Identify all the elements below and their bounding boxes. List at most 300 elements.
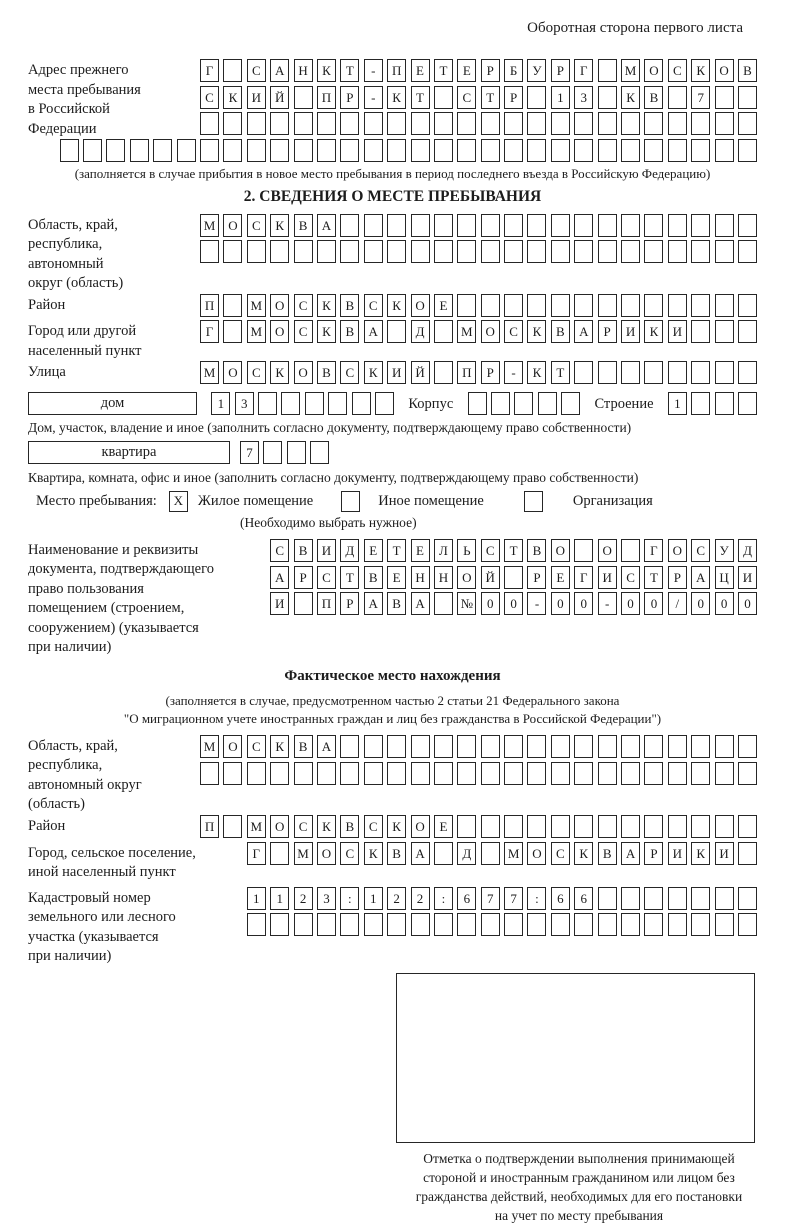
char-cell[interactable] [574, 139, 593, 162]
char-cell[interactable] [644, 112, 663, 135]
char-cell[interactable]: 0 [644, 592, 663, 615]
char-cell[interactable] [434, 139, 453, 162]
char-cell[interactable] [364, 112, 383, 135]
char-cell[interactable]: В [364, 566, 383, 589]
char-cell[interactable] [715, 392, 734, 415]
char-cell[interactable]: К [644, 320, 663, 343]
char-cell[interactable] [457, 112, 476, 135]
char-cell[interactable] [738, 815, 757, 838]
char-cell[interactable] [434, 842, 453, 865]
char-cell[interactable] [738, 240, 757, 263]
char-cell[interactable]: М [247, 320, 266, 343]
char-cell[interactable] [527, 815, 546, 838]
char-cell[interactable] [434, 214, 453, 237]
char-cell[interactable] [481, 735, 500, 758]
char-cell[interactable] [434, 86, 453, 109]
char-cell[interactable] [738, 762, 757, 785]
char-cell[interactable] [644, 815, 663, 838]
char-cell[interactable]: О [270, 294, 289, 317]
char-cell[interactable]: М [621, 59, 640, 82]
char-cell[interactable] [177, 139, 196, 162]
char-cell[interactable] [527, 735, 546, 758]
char-cell[interactable]: 2 [387, 887, 406, 910]
char-cell[interactable] [691, 214, 710, 237]
char-cell[interactable]: С [551, 842, 570, 865]
char-cell[interactable]: О [457, 566, 476, 589]
char-cell[interactable] [223, 59, 242, 82]
char-cell[interactable]: О [598, 539, 617, 562]
char-cell[interactable] [294, 762, 313, 785]
char-cell[interactable]: Р [340, 86, 359, 109]
char-cell[interactable]: В [551, 320, 570, 343]
char-cell[interactable] [294, 112, 313, 135]
char-cell[interactable] [504, 913, 523, 936]
char-cell[interactable]: Й [411, 361, 430, 384]
char-cell[interactable] [258, 392, 277, 415]
char-cell[interactable] [551, 815, 570, 838]
char-cell[interactable]: И [270, 592, 289, 615]
char-cell[interactable] [738, 361, 757, 384]
char-cell[interactable]: С [457, 86, 476, 109]
char-cell[interactable]: И [715, 842, 734, 865]
char-cell[interactable] [247, 240, 266, 263]
char-cell[interactable]: Р [644, 842, 663, 865]
char-cell[interactable]: Е [551, 566, 570, 589]
char-cell[interactable]: Г [247, 842, 266, 865]
char-cell[interactable] [83, 139, 102, 162]
char-cell[interactable] [375, 392, 394, 415]
char-cell[interactable] [411, 214, 430, 237]
char-cell[interactable] [527, 294, 546, 317]
char-cell[interactable] [317, 762, 336, 785]
char-cell[interactable]: Б [504, 59, 523, 82]
char-cell[interactable] [621, 762, 640, 785]
char-cell[interactable] [691, 887, 710, 910]
char-cell[interactable] [598, 913, 617, 936]
char-cell[interactable] [738, 913, 757, 936]
char-cell[interactable]: О [294, 361, 313, 384]
char-cell[interactable] [200, 240, 219, 263]
char-cell[interactable]: - [504, 361, 523, 384]
char-cell[interactable]: О [481, 320, 500, 343]
char-cell[interactable] [411, 139, 430, 162]
char-cell[interactable]: Д [738, 539, 757, 562]
char-cell[interactable] [434, 240, 453, 263]
char-cell[interactable] [738, 214, 757, 237]
char-cell[interactable]: О [223, 214, 242, 237]
char-cell[interactable]: Р [340, 592, 359, 615]
char-cell[interactable]: А [317, 735, 336, 758]
char-cell[interactable]: М [200, 214, 219, 237]
char-cell[interactable]: 0 [715, 592, 734, 615]
char-cell[interactable]: Т [481, 86, 500, 109]
char-cell[interactable]: 7 [240, 441, 259, 464]
char-cell[interactable] [387, 139, 406, 162]
char-cell[interactable]: 1 [364, 887, 383, 910]
char-cell[interactable] [574, 539, 593, 562]
char-cell[interactable]: И [247, 86, 266, 109]
char-cell[interactable]: О [270, 815, 289, 838]
char-cell[interactable]: С [340, 361, 359, 384]
char-cell[interactable]: О [270, 320, 289, 343]
char-cell[interactable]: К [527, 320, 546, 343]
char-cell[interactable]: : [527, 887, 546, 910]
char-cell[interactable] [504, 566, 523, 589]
char-cell[interactable] [130, 139, 149, 162]
char-cell[interactable]: К [223, 86, 242, 109]
checkbox-organization[interactable] [524, 491, 543, 512]
char-cell[interactable]: Р [481, 59, 500, 82]
char-cell[interactable] [574, 112, 593, 135]
char-cell[interactable] [551, 735, 570, 758]
char-cell[interactable]: К [387, 294, 406, 317]
char-cell[interactable] [457, 735, 476, 758]
char-cell[interactable]: Е [411, 59, 430, 82]
char-cell[interactable] [644, 214, 663, 237]
char-cell[interactable] [434, 592, 453, 615]
char-cell[interactable] [668, 913, 687, 936]
char-cell[interactable]: С [200, 86, 219, 109]
char-cell[interactable] [352, 392, 371, 415]
char-cell[interactable] [387, 240, 406, 263]
char-cell[interactable] [715, 139, 734, 162]
char-cell[interactable] [551, 112, 570, 135]
char-cell[interactable] [691, 294, 710, 317]
char-cell[interactable] [504, 294, 523, 317]
char-cell[interactable]: О [715, 59, 734, 82]
char-cell[interactable]: В [317, 361, 336, 384]
char-cell[interactable] [270, 240, 289, 263]
char-cell[interactable]: С [364, 815, 383, 838]
char-cell[interactable]: Т [411, 86, 430, 109]
char-cell[interactable]: В [387, 592, 406, 615]
char-cell[interactable]: А [621, 842, 640, 865]
char-cell[interactable]: - [364, 86, 383, 109]
char-cell[interactable]: Е [434, 294, 453, 317]
char-cell[interactable] [644, 887, 663, 910]
char-cell[interactable] [434, 112, 453, 135]
char-cell[interactable] [598, 762, 617, 785]
char-cell[interactable]: Т [387, 539, 406, 562]
char-cell[interactable]: М [200, 735, 219, 758]
char-cell[interactable] [387, 214, 406, 237]
char-cell[interactable]: 6 [551, 887, 570, 910]
char-cell[interactable] [644, 240, 663, 263]
char-cell[interactable] [715, 762, 734, 785]
char-cell[interactable] [340, 913, 359, 936]
char-cell[interactable]: 2 [294, 887, 313, 910]
char-cell[interactable] [434, 320, 453, 343]
char-cell[interactable]: С [317, 566, 336, 589]
char-cell[interactable] [364, 735, 383, 758]
char-cell[interactable] [294, 139, 313, 162]
char-cell[interactable]: № [457, 592, 476, 615]
char-cell[interactable]: Е [387, 566, 406, 589]
char-cell[interactable] [481, 762, 500, 785]
char-cell[interactable]: 0 [551, 592, 570, 615]
char-cell[interactable] [294, 592, 313, 615]
char-cell[interactable] [481, 294, 500, 317]
char-cell[interactable]: К [317, 294, 336, 317]
char-cell[interactable] [434, 735, 453, 758]
char-cell[interactable]: М [294, 842, 313, 865]
char-cell[interactable] [715, 361, 734, 384]
char-cell[interactable] [621, 815, 640, 838]
char-cell[interactable] [644, 913, 663, 936]
char-cell[interactable] [411, 112, 430, 135]
char-cell[interactable] [621, 240, 640, 263]
char-cell[interactable]: С [247, 214, 266, 237]
char-cell[interactable]: К [364, 842, 383, 865]
char-cell[interactable]: Е [434, 815, 453, 838]
checkbox-other-premises[interactable] [341, 491, 360, 512]
char-cell[interactable] [434, 762, 453, 785]
char-cell[interactable] [294, 240, 313, 263]
char-cell[interactable]: 0 [691, 592, 710, 615]
char-cell[interactable]: С [247, 59, 266, 82]
char-cell[interactable]: К [317, 59, 336, 82]
char-cell[interactable] [504, 735, 523, 758]
char-cell[interactable] [644, 361, 663, 384]
char-cell[interactable] [691, 112, 710, 135]
char-cell[interactable] [574, 913, 593, 936]
char-cell[interactable]: М [457, 320, 476, 343]
char-cell[interactable] [106, 139, 125, 162]
char-cell[interactable]: А [411, 842, 430, 865]
char-cell[interactable] [270, 913, 289, 936]
char-cell[interactable] [715, 112, 734, 135]
char-cell[interactable]: В [340, 320, 359, 343]
char-cell[interactable]: К [691, 59, 710, 82]
char-cell[interactable] [574, 214, 593, 237]
char-cell[interactable] [598, 294, 617, 317]
char-cell[interactable] [247, 139, 266, 162]
char-cell[interactable]: В [598, 842, 617, 865]
char-cell[interactable]: С [294, 294, 313, 317]
char-cell[interactable] [598, 59, 617, 82]
char-cell[interactable] [527, 762, 546, 785]
char-cell[interactable]: К [270, 361, 289, 384]
char-cell[interactable] [538, 392, 557, 415]
char-cell[interactable] [481, 913, 500, 936]
char-cell[interactable] [457, 240, 476, 263]
char-cell[interactable] [691, 735, 710, 758]
char-cell[interactable] [317, 112, 336, 135]
char-cell[interactable]: - [527, 592, 546, 615]
char-cell[interactable]: Е [457, 59, 476, 82]
char-cell[interactable] [223, 240, 242, 263]
char-cell[interactable]: 1 [247, 887, 266, 910]
char-cell[interactable]: И [668, 842, 687, 865]
char-cell[interactable]: Н [411, 566, 430, 589]
char-cell[interactable]: С [504, 320, 523, 343]
char-cell[interactable] [270, 842, 289, 865]
char-cell[interactable] [668, 139, 687, 162]
char-cell[interactable] [668, 815, 687, 838]
char-cell[interactable]: 1 [668, 392, 687, 415]
char-cell[interactable] [481, 815, 500, 838]
char-cell[interactable]: К [364, 361, 383, 384]
char-cell[interactable]: О [317, 842, 336, 865]
char-cell[interactable] [310, 441, 329, 464]
char-cell[interactable] [644, 735, 663, 758]
char-cell[interactable]: 6 [574, 887, 593, 910]
char-cell[interactable]: 0 [504, 592, 523, 615]
char-cell[interactable] [668, 214, 687, 237]
char-cell[interactable] [340, 762, 359, 785]
char-cell[interactable]: С [621, 566, 640, 589]
char-cell[interactable] [223, 815, 242, 838]
char-cell[interactable]: С [668, 59, 687, 82]
char-cell[interactable] [514, 392, 533, 415]
char-cell[interactable] [621, 139, 640, 162]
char-cell[interactable]: Г [574, 59, 593, 82]
char-cell[interactable]: 1 [551, 86, 570, 109]
char-cell[interactable] [715, 214, 734, 237]
char-cell[interactable] [457, 913, 476, 936]
char-cell[interactable] [340, 139, 359, 162]
char-cell[interactable]: Р [294, 566, 313, 589]
char-cell[interactable] [481, 214, 500, 237]
char-cell[interactable] [270, 112, 289, 135]
char-cell[interactable]: Т [551, 361, 570, 384]
char-cell[interactable]: К [270, 214, 289, 237]
char-cell[interactable] [340, 240, 359, 263]
char-cell[interactable] [668, 361, 687, 384]
char-cell[interactable] [340, 214, 359, 237]
char-cell[interactable] [457, 815, 476, 838]
char-cell[interactable] [621, 913, 640, 936]
char-cell[interactable]: 0 [574, 592, 593, 615]
char-cell[interactable] [738, 139, 757, 162]
char-cell[interactable] [551, 913, 570, 936]
char-cell[interactable] [738, 735, 757, 758]
char-cell[interactable]: Т [340, 59, 359, 82]
char-cell[interactable] [481, 112, 500, 135]
char-cell[interactable] [598, 139, 617, 162]
char-cell[interactable] [457, 762, 476, 785]
char-cell[interactable] [457, 214, 476, 237]
char-cell[interactable] [294, 86, 313, 109]
char-cell[interactable] [574, 361, 593, 384]
char-cell[interactable] [598, 112, 617, 135]
char-cell[interactable]: К [527, 361, 546, 384]
char-cell[interactable] [340, 735, 359, 758]
char-cell[interactable] [457, 139, 476, 162]
char-cell[interactable]: П [457, 361, 476, 384]
char-cell[interactable] [551, 139, 570, 162]
char-cell[interactable] [668, 240, 687, 263]
char-cell[interactable]: К [387, 815, 406, 838]
char-cell[interactable] [287, 441, 306, 464]
char-cell[interactable] [691, 392, 710, 415]
char-cell[interactable] [527, 112, 546, 135]
char-cell[interactable]: А [691, 566, 710, 589]
char-cell[interactable] [60, 139, 79, 162]
char-cell[interactable]: О [411, 815, 430, 838]
char-cell[interactable] [715, 887, 734, 910]
char-cell[interactable]: И [738, 566, 757, 589]
char-cell[interactable] [387, 913, 406, 936]
char-cell[interactable] [223, 139, 242, 162]
char-cell[interactable] [223, 112, 242, 135]
char-cell[interactable] [738, 112, 757, 135]
char-cell[interactable]: И [621, 320, 640, 343]
char-cell[interactable]: Т [504, 539, 523, 562]
char-cell[interactable]: Д [457, 842, 476, 865]
char-cell[interactable] [561, 392, 580, 415]
char-cell[interactable] [691, 762, 710, 785]
char-cell[interactable] [247, 762, 266, 785]
char-cell[interactable]: 1 [270, 887, 289, 910]
char-cell[interactable] [387, 112, 406, 135]
char-cell[interactable]: У [527, 59, 546, 82]
char-cell[interactable]: У [715, 539, 734, 562]
char-cell[interactable]: О [223, 361, 242, 384]
char-cell[interactable]: О [223, 735, 242, 758]
char-cell[interactable] [263, 441, 282, 464]
char-cell[interactable]: О [551, 539, 570, 562]
char-cell[interactable]: С [340, 842, 359, 865]
char-cell[interactable] [668, 887, 687, 910]
char-cell[interactable] [481, 842, 500, 865]
char-cell[interactable]: Ь [457, 539, 476, 562]
char-cell[interactable] [223, 762, 242, 785]
char-cell[interactable] [551, 240, 570, 263]
char-cell[interactable]: Е [411, 539, 430, 562]
char-cell[interactable] [527, 214, 546, 237]
char-cell[interactable]: И [598, 566, 617, 589]
char-cell[interactable] [598, 240, 617, 263]
char-cell[interactable]: - [598, 592, 617, 615]
char-cell[interactable] [644, 762, 663, 785]
char-cell[interactable] [247, 913, 266, 936]
char-cell[interactable] [621, 112, 640, 135]
char-cell[interactable] [364, 913, 383, 936]
char-cell[interactable] [691, 815, 710, 838]
char-cell[interactable] [691, 361, 710, 384]
char-cell[interactable] [317, 139, 336, 162]
char-cell[interactable] [270, 762, 289, 785]
char-cell[interactable] [200, 762, 219, 785]
char-cell[interactable]: Й [270, 86, 289, 109]
char-cell[interactable] [387, 320, 406, 343]
char-cell[interactable] [223, 294, 242, 317]
char-cell[interactable] [411, 913, 430, 936]
char-cell[interactable] [621, 294, 640, 317]
char-cell[interactable]: Р [527, 566, 546, 589]
char-cell[interactable] [644, 294, 663, 317]
char-cell[interactable] [621, 361, 640, 384]
char-cell[interactable]: И [668, 320, 687, 343]
char-cell[interactable] [691, 320, 710, 343]
char-cell[interactable] [364, 240, 383, 263]
char-cell[interactable] [621, 887, 640, 910]
char-cell[interactable]: 1 [211, 392, 230, 415]
char-cell[interactable]: О [668, 539, 687, 562]
char-cell[interactable] [598, 361, 617, 384]
char-cell[interactable]: М [504, 842, 523, 865]
char-cell[interactable] [715, 815, 734, 838]
char-cell[interactable]: Ц [715, 566, 734, 589]
char-cell[interactable]: А [270, 566, 289, 589]
char-cell[interactable]: С [294, 320, 313, 343]
char-cell[interactable] [340, 112, 359, 135]
char-cell[interactable] [153, 139, 172, 162]
char-cell[interactable]: Г [644, 539, 663, 562]
char-cell[interactable] [668, 294, 687, 317]
char-cell[interactable] [527, 913, 546, 936]
